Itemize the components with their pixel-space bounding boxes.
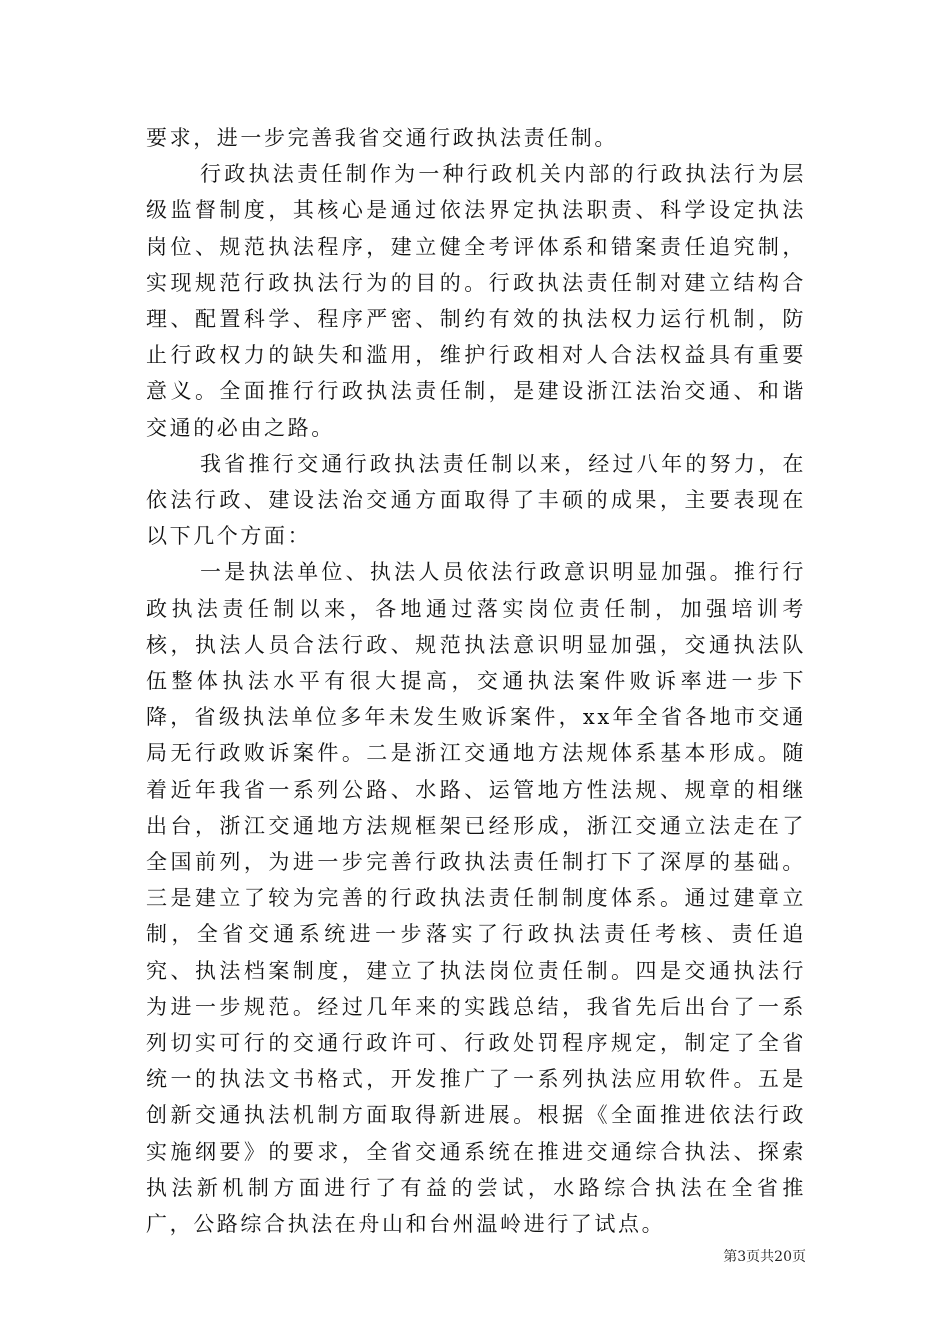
paragraph-achievements-list: 一是执法单位、执法人员依法行政意识明显加强。推行行政执法责任制以来，各地通过落实岗位责任制，加强培训考核，执法人员合法行政、规范执法意识明显加强，交通执法队伍整体执法水平有很大提高，交通执法案件败诉率进一步下降，省级执法单位多年未发生败诉案件，xx年全省各地市交通局无行政败诉案件。二是浙江交通地方法规体系基本形成。随着近年我省一系列公路、水路、运管地方性法规、规章的相继出台，浙江交通地方法规框架已经形成，浙江交通立法走在了全国前列，为进一步完善行政执法责任制打下了深厚的基础。三是建立了较为完善的行政执法责任制制度体系。通过建章立制，全省交通系统进一步落实了行政执法责任考核、责任追究、执法档案制度，建立了执法岗位责任制。四是交通执法行为进一步规范。经过几年来的实践总结，我省先后出台了一系列切实可行的交通行政许可、行政处罚程序规定，制定了全省统一的执法文书格式，开发推广了一系列执法应用软件。五是创新交通执法机制方面取得新进展。根据《全面推进依法行政实施纲要》的要求，全省交通系统在推进交通综合执法、探索执法新机制方面进行了有益的尝试，水路综合执法在全省推广，公路综合执法在舟山和台州温岭进行了试点。 xyxy=(146,560,806,1237)
document-body xyxy=(146,120,806,1242)
paragraph-continuation: 要求，进一步完善我省交通行政执法责任制。 xyxy=(146,126,618,150)
paragraph-achievements-intro: 我省推行交通行政执法责任制以来，经过八年的努力，在依法行政、建设法治交通方面取得了丰硕的成果，主要表现在以下几个方面： xyxy=(146,451,806,549)
page-number-footer: 第3页共20页 xyxy=(723,1249,806,1265)
paragraph-responsibility-system: 行政执法责任制作为一种行政机关内部的行政执法行为层级监督制度，其核心是通过依法界定执法职责、科学设定执法岗位、规范执法程序，建立健全考评体系和错案责任追究制，实现规范行政执法行为的目的。行政执法责任制对建立结构合理、配置科学、程序严密、制约有效的执法权力运行机制，防止行政权力的缺失和滥用，维护行政相对人合法权益具有重要意义。全面推行行政执法责任制，是建设浙江法治交通、和谐交通的必由之路。 xyxy=(146,162,806,440)
